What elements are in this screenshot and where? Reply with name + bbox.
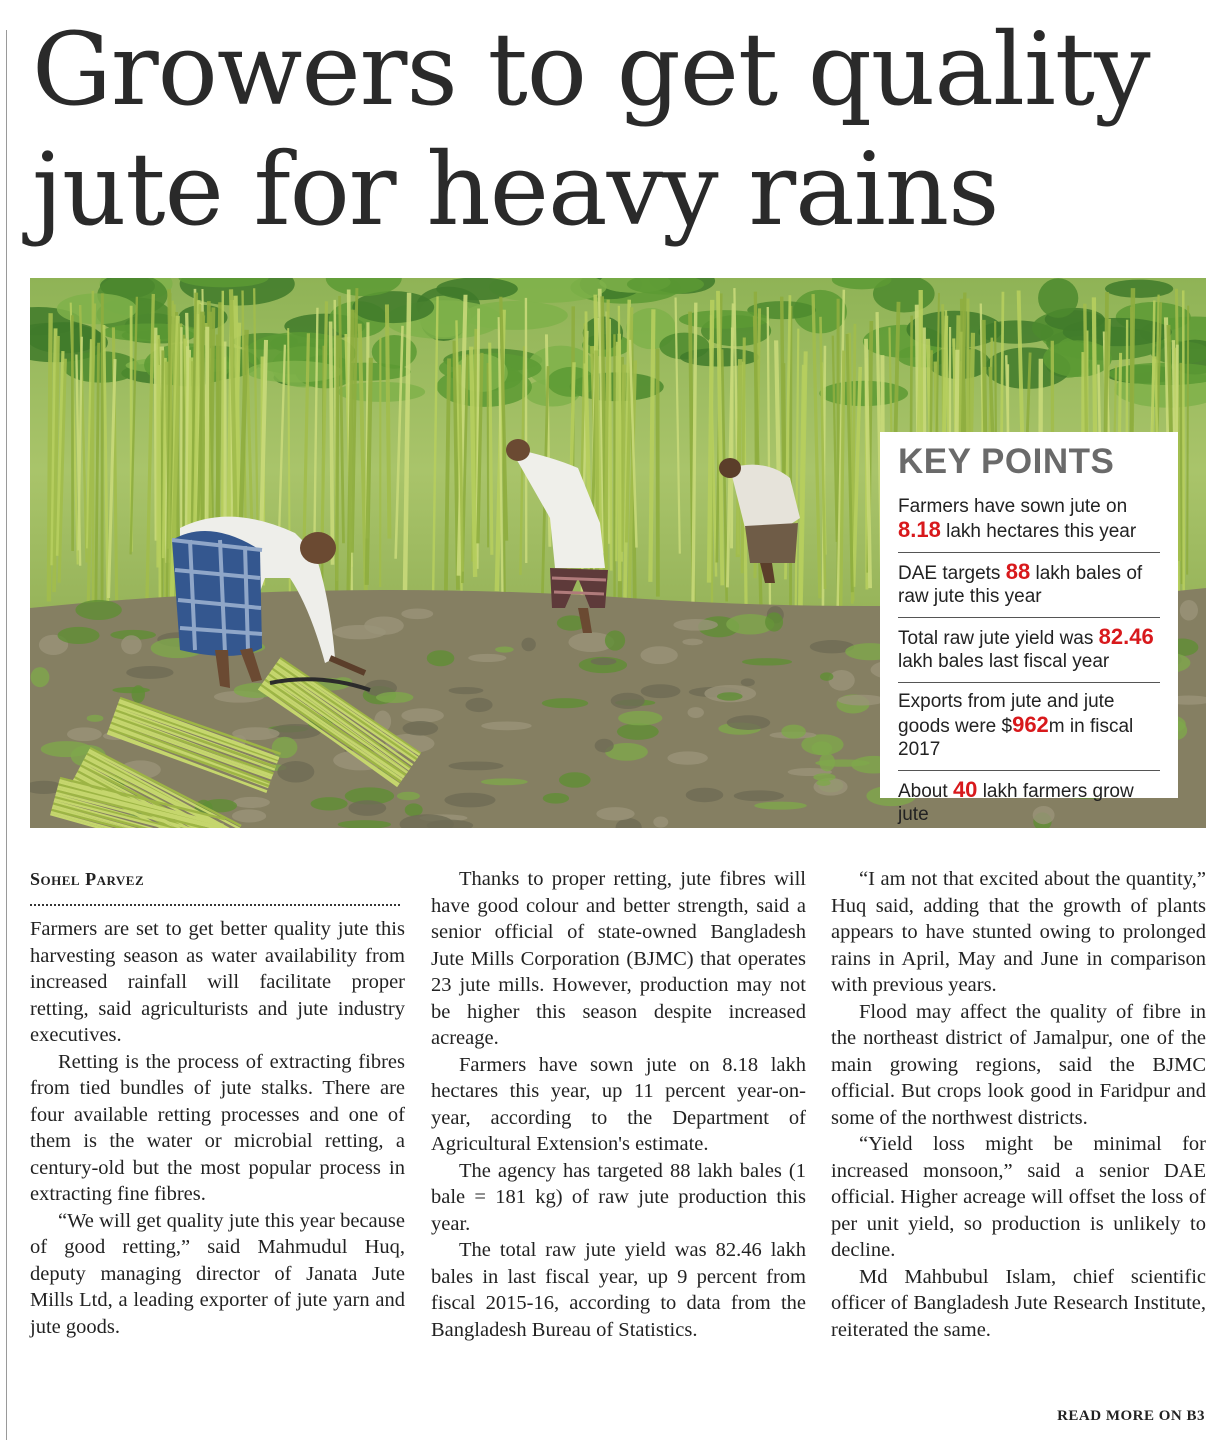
key-point-text: lakh bales last fiscal year bbox=[898, 651, 1110, 672]
key-point-text: m in fiscal 2017 bbox=[898, 716, 1134, 760]
key-point-item bbox=[898, 553, 1160, 618]
paragraph: Farmers have sown jute on 8.18 lakh hectares this year, up 11 percent year-on-year, according to the Department of Agricultural Extension's estimate. bbox=[431, 1053, 806, 1155]
key-point-item bbox=[898, 771, 1160, 835]
left-column-rule bbox=[6, 30, 7, 1440]
article-column-3 bbox=[831, 866, 1206, 1343]
key-point-figure: 40 bbox=[952, 777, 978, 802]
key-point-figure: 962 bbox=[1012, 712, 1049, 737]
key-point-item bbox=[898, 683, 1160, 771]
paragraph: The total raw jute yield was 82.46 lakh bales in last fiscal year, up 9 percent from fiscal 2015-16, according to data from the Bangladesh Bureau of Statistics. bbox=[431, 1239, 806, 1341]
key-point-text: Exports from jute and jute goods were $ bbox=[898, 691, 1115, 737]
paragraph: Md Mahbubul Islam, chief scientific officer of Bangladesh Jute Research Institute, reiterated the same. bbox=[831, 1265, 1206, 1341]
key-point-text: Total raw jute yield was bbox=[898, 628, 1099, 649]
paragraph: “Yield loss might be minimal for increased monsoon,” said a senior DAE official. Higher acreage will offset the loss of per unit yield, so production is unlikely to decline. bbox=[831, 1133, 1206, 1261]
key-point-text: Farmers have sown jute on bbox=[898, 496, 1128, 517]
key-point-figure: 82.46 bbox=[1098, 624, 1154, 649]
paragraph: Flood may affect the quality of fibre in the northeast district of Jamalpur, one of the main growing regions, said the BJMC official. But crops look good in Faridpur and some of the northwest districts. bbox=[831, 1000, 1206, 1129]
headline-line-1: Growers to get quality bbox=[32, 11, 1150, 128]
key-points-box bbox=[880, 432, 1178, 825]
key-point-item bbox=[898, 618, 1160, 683]
paragraph: The agency has targeted 88 lakh bales (1 bale = 181 kg) of raw jute production this year. bbox=[431, 1159, 806, 1235]
key-point-item bbox=[898, 488, 1160, 553]
paragraph: Thanks to proper retting, jute fibres will have good colour and better strength, said a senior official of state-owned Bangladesh Jute Mills Corporation (BJMC) that operates 23 jute mills. However, production may not be higher this season despite increased acreage. bbox=[431, 868, 806, 1049]
key-point-figure: 88 bbox=[1005, 559, 1031, 584]
paragraph: “I am not that excited about the quantity,” Huq said, adding that the growth of plants appears to have stunted owing to prolonged rains in April, May and June in comparison with previous years. bbox=[831, 868, 1206, 996]
key-point-text: About bbox=[898, 781, 953, 802]
paragraph: Farmers are set to get better quality jute this harvesting season as water availability from increased rainfall will facilitate proper retting, said agriculturists and jute industry executives. bbox=[30, 918, 405, 1046]
key-point-text: lakh hectares this year bbox=[940, 521, 1137, 542]
key-point-text: lakh bales of raw jute this year bbox=[898, 563, 1143, 607]
key-points-title: KEY POINTS bbox=[898, 442, 1115, 481]
byline-divider bbox=[30, 896, 400, 906]
headline-line-2: jute for heavy rains bbox=[32, 131, 999, 248]
key-point-text: lakh farmers grow jute bbox=[898, 781, 1134, 825]
byline: Sohel Parvez bbox=[30, 869, 145, 889]
paragraph: “We will get quality jute this year because of good retting,” said Mahmudul Huq, deputy managing director of Janata Jute Mills Ltd, a leading exporter of jute yarn and jute goods. bbox=[30, 1209, 405, 1338]
article-column-2 bbox=[431, 866, 806, 1343]
key-point-text: DAE targets bbox=[898, 563, 1006, 584]
paragraph: Retting is the process of extracting fibres from tied bundles of jute stalks. There are four available retting processes and one of them is the water or microbial retting, a century-old but the most popular process in extracting fine fibres. bbox=[30, 1050, 405, 1205]
read-more-link[interactable]: READ MORE ON B3 bbox=[1057, 1408, 1205, 1424]
article-column-1 bbox=[30, 866, 405, 1340]
headline bbox=[32, 10, 1202, 250]
key-point-figure: 8.18 bbox=[898, 517, 941, 542]
